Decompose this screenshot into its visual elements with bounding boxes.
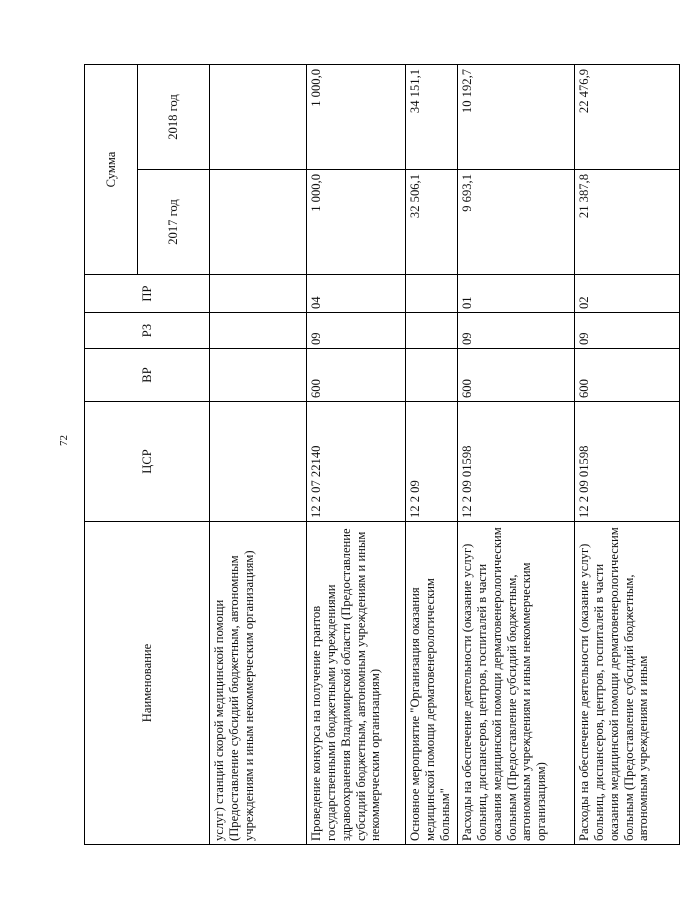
cell-pr [406, 275, 458, 313]
cell-2018: 22 476,9 [575, 64, 680, 169]
budget-table [84, 64, 680, 845]
cell-name: Расходы на обеспечение деятельности (оказание услуг) больниц, диспансеров, центров, госпиталей в части оказания медицинской помощи дерматовенерологическим больным (Предоставление субсидий бюджетным, автономным учреждениям и иным некоммерческим организациям) [458, 522, 575, 845]
page-number: 72 [58, 435, 70, 446]
header-name: Наименование [85, 522, 210, 845]
cell-csr [210, 402, 307, 522]
cell-csr: 12 2 09 [406, 402, 458, 522]
budget-table-rotated [84, 65, 651, 845]
cell-vr [406, 349, 458, 402]
cell-2017: 32 506,1 [406, 170, 458, 275]
cell-csr: 12 2 07 22140 [307, 402, 406, 522]
header-year-2018: 2018 год [138, 64, 210, 169]
table-row [307, 64, 406, 844]
header-rz: РЗ [85, 313, 210, 349]
cell-vr: 600 [575, 349, 680, 402]
cell-vr [210, 349, 307, 402]
cell-pr: 02 [575, 275, 680, 313]
cell-2018 [210, 64, 307, 169]
cell-vr: 600 [458, 349, 575, 402]
table-row [575, 64, 680, 844]
header-year-2017: 2017 год [138, 170, 210, 275]
cell-name: Проведение конкурса на получение грантов государственными бюджетными учреждениями здравоохранения Владимирской области (Предоставление субсидий бюджетным, автономным учреждениям и иным некоммерческим организациям) [307, 522, 406, 845]
header-sum: Сумма [85, 64, 138, 274]
cell-rz: 09 [458, 313, 575, 349]
cell-2017 [210, 170, 307, 275]
cell-2017: 9 693,1 [458, 170, 575, 275]
header-csr: ЦСР [85, 402, 210, 522]
cell-vr: 600 [307, 349, 406, 402]
cell-2018: 34 151,1 [406, 64, 458, 169]
cell-2017: 1 000,0 [307, 170, 406, 275]
cell-csr: 12 2 09 01598 [575, 402, 680, 522]
header-vr: ВР [85, 349, 210, 402]
header-pr: ПР [85, 275, 210, 313]
cell-rz: 09 [307, 313, 406, 349]
cell-pr: 01 [458, 275, 575, 313]
table-row [406, 64, 458, 844]
cell-pr: 04 [307, 275, 406, 313]
cell-2017: 21 387,8 [575, 170, 680, 275]
cell-csr: 12 2 09 01598 [458, 402, 575, 522]
cell-rz [210, 313, 307, 349]
table-row [458, 64, 575, 844]
cell-rz [406, 313, 458, 349]
cell-name: Основное мероприятие "Организация оказания медицинской помощи дерматовенерологическим больным" [406, 522, 458, 845]
cell-pr [210, 275, 307, 313]
cell-name: Расходы на обеспечение деятельности (оказание услуг) больниц, диспансеров, центров, госпиталей в части оказания медицинской помощи дерматовенерологическим больным (Предоставление субсидий бюджетным, автономным учреждениям и иным [575, 522, 680, 845]
table-row [210, 64, 307, 844]
cell-2018: 1 000,0 [307, 64, 406, 169]
cell-2018: 10 192,7 [458, 64, 575, 169]
cell-name: услуг) станций скорой медицинской помощи (Предоставление субсидий бюджетным, автономным учреждениям и иным некоммерческим организациям) [210, 522, 307, 845]
cell-rz: 09 [575, 313, 680, 349]
